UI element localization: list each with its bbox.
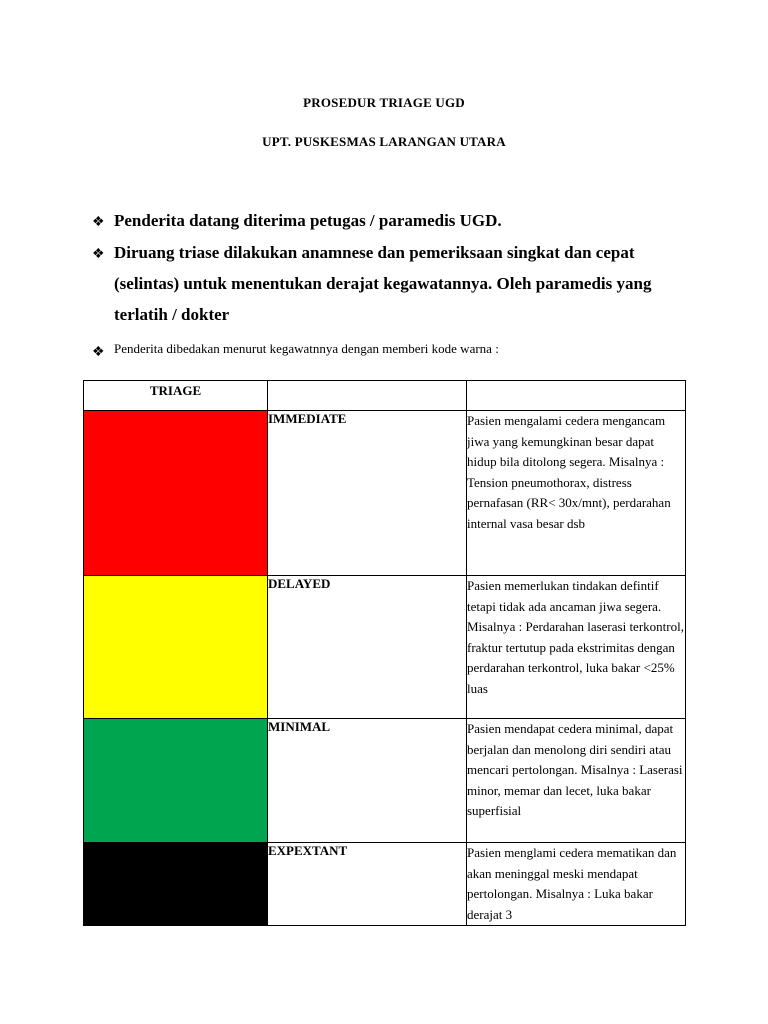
- table-header-row: [84, 381, 686, 411]
- color-code-swatch: [84, 411, 268, 576]
- triage-description: Pasien mendapat cedera minimal, dapat berjalan dan menolong diri sendiri atau mencari pertolongan. Misalnya : Laserasi minor, memar dan lecet, luka bakar superfisial: [467, 719, 686, 843]
- triage-category: IMMEDIATE: [268, 411, 467, 576]
- color-code-swatch: [84, 576, 268, 719]
- table-row: [84, 576, 686, 719]
- triage-description: Pasien memerlukan tindakan defintif tetapi tidak ada ancaman jiwa segera. Misalnya : Perdarahan laserasi terkontrol, fraktur tertutup pada ekstrimitas dengan perdarahan terkontrol, luka bakar <25% luas: [467, 576, 686, 719]
- triage-description: Pasien menglami cedera mematikan dan akan meninggal meski mendapat pertolongan. Misalnya : Luka bakar derajat 3: [467, 843, 686, 926]
- color-code-swatch: [84, 843, 268, 926]
- diamond-bullet-icon: ❖: [92, 215, 105, 230]
- bullet-text: Penderita dibedakan menurut kegawatnnya dengan memberi kode warna :: [114, 341, 499, 356]
- table-row: [84, 843, 686, 926]
- color-code-swatch: [84, 719, 268, 843]
- table-row: [84, 411, 686, 576]
- table-header-cell: [268, 381, 467, 411]
- diamond-bullet-icon: ❖: [92, 247, 105, 262]
- document-title: PROSEDUR TRIAGE UGD: [303, 95, 465, 110]
- diamond-bullet-icon: ❖: [92, 345, 105, 360]
- table-row: [84, 719, 686, 843]
- triage-category: DELAYED: [268, 576, 467, 719]
- document-subtitle: UPT. PUSKESMAS LARANGAN UTARA: [262, 134, 506, 149]
- bullet-text: Penderita datang diterima petugas / paramedis UGD.: [114, 211, 502, 230]
- bullet-text: Diruang triase dilakukan anamnese dan pemeriksaan singkat dan cepat (selintas) untuk menentukan derajat kegawatannya. Oleh paramedis yang terlatih / dokter: [114, 243, 652, 324]
- triage-table: [83, 380, 686, 926]
- triage-category: MINIMAL: [268, 719, 467, 843]
- table-header-cell: [467, 381, 686, 411]
- table-header-cell: TRIAGE: [84, 381, 268, 411]
- triage-description: Pasien mengalami cedera mengancam jiwa yang kemungkinan besar dapat hidup bila ditolong segera. Misalnya : Tension pneumothorax, distress pernafasan (RR< 30x/mnt), perdarahan internal vasa besar dsb: [467, 411, 686, 576]
- triage-category: EXPEXTANT: [268, 843, 467, 926]
